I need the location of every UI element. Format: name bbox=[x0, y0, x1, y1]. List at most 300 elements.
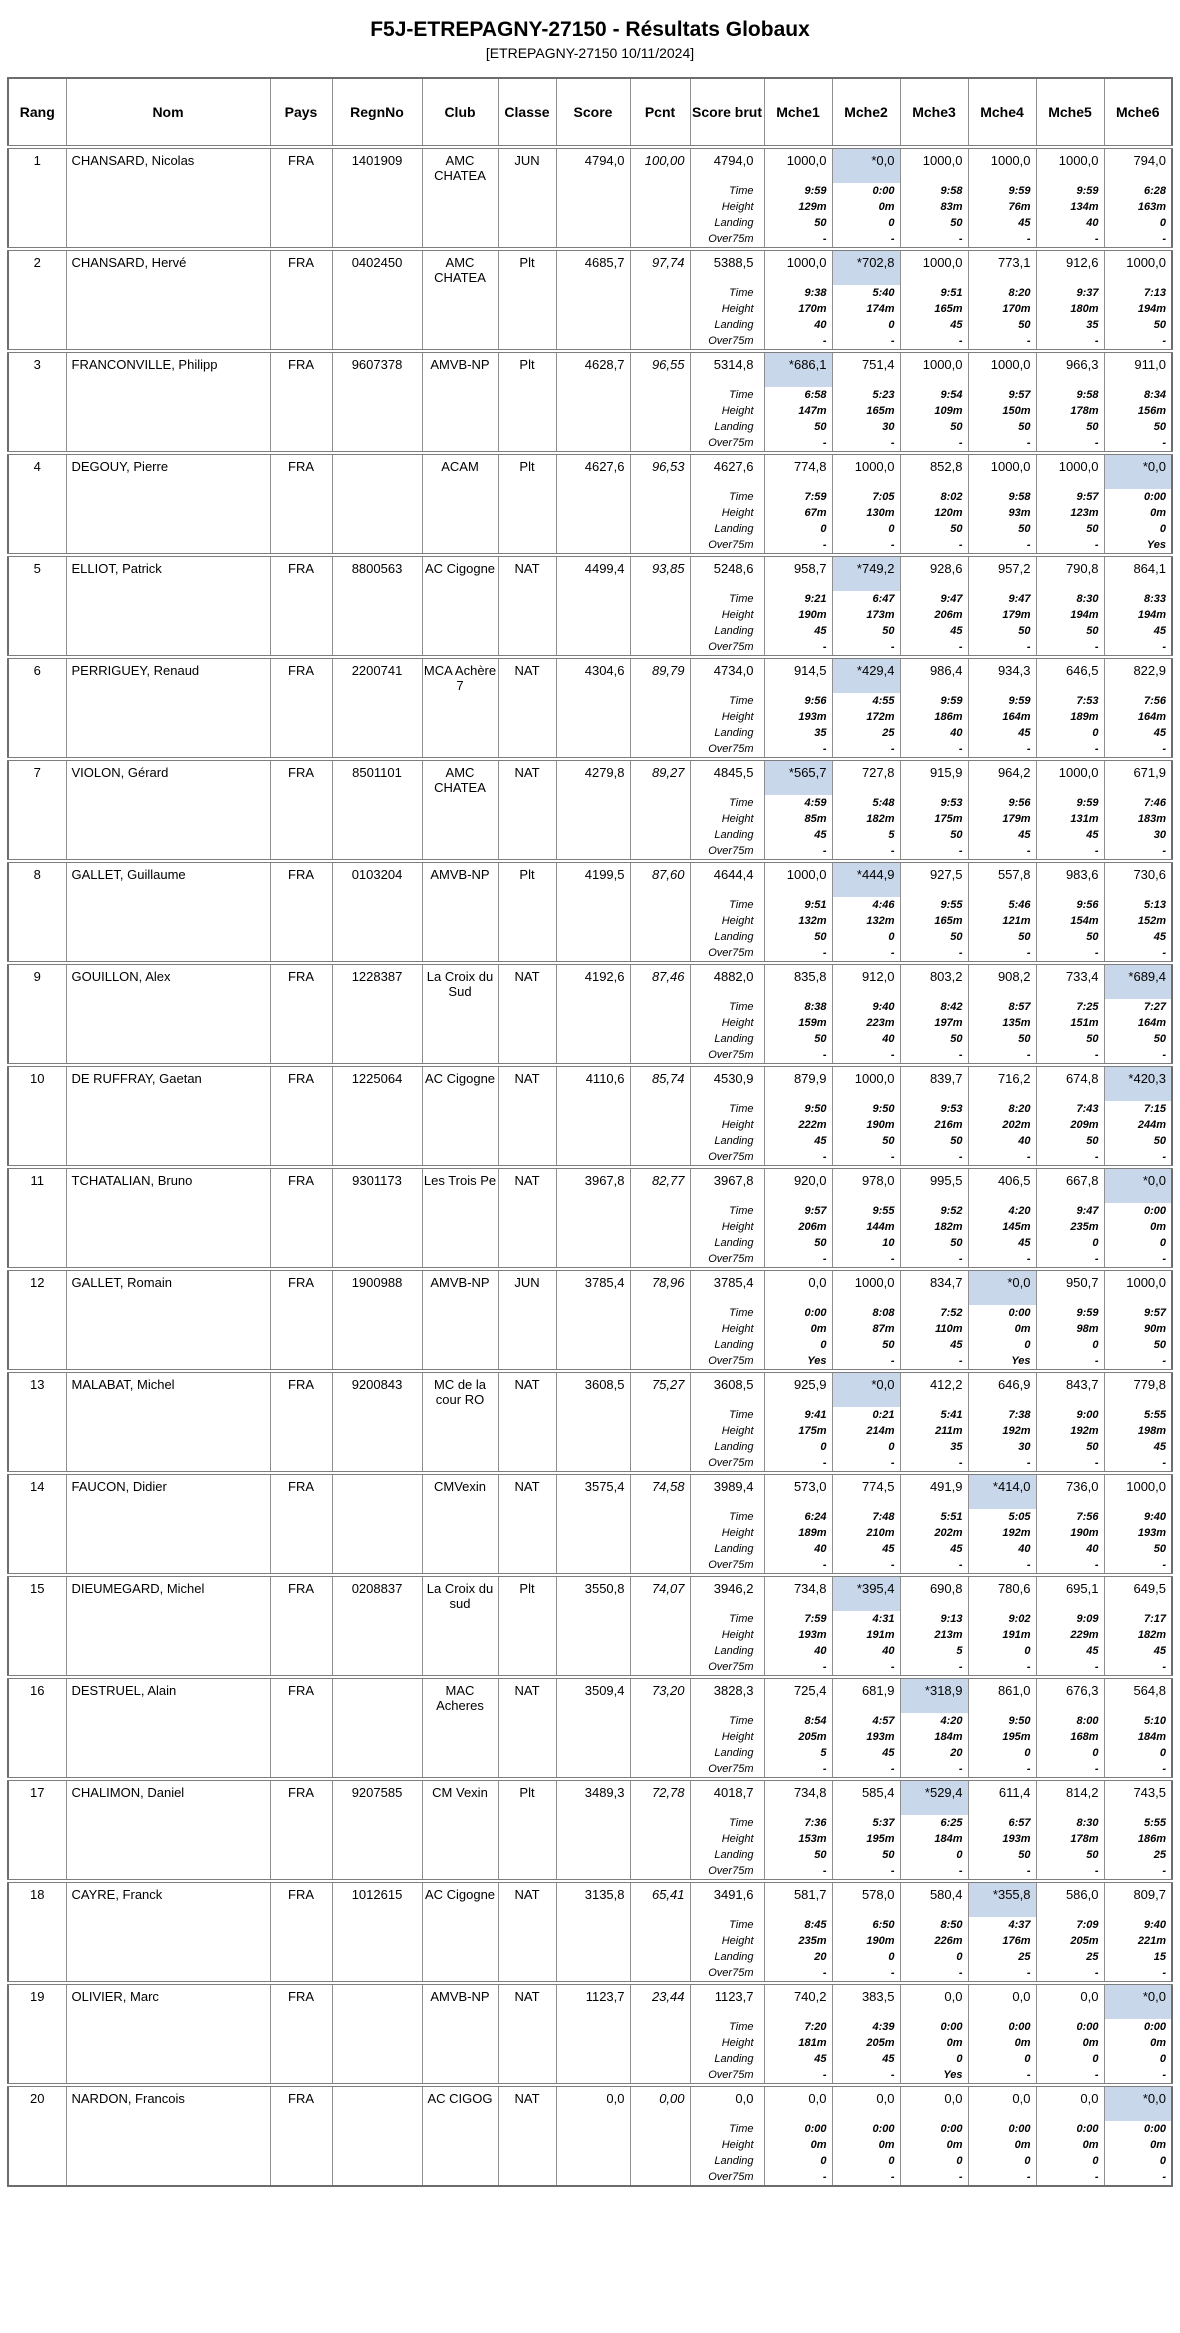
mche4-cell bbox=[968, 759, 1036, 861]
height-value: 0m bbox=[1082, 2139, 1099, 2151]
rank-cell-text: 13 bbox=[30, 1377, 45, 1392]
height-value: 205m bbox=[798, 1731, 827, 1743]
sub-row-label: Height bbox=[721, 711, 754, 723]
match-score-value: 1000,0 bbox=[786, 153, 827, 168]
regnno-cell-text bbox=[333, 455, 422, 489]
over75-value: - bbox=[1162, 641, 1166, 653]
column-header-pcnt: Pcnt bbox=[630, 78, 690, 147]
class-cell-text: JUN bbox=[514, 153, 540, 168]
pcnt-cell-text: 74,07 bbox=[651, 1581, 685, 1596]
score-brut-cell bbox=[690, 453, 764, 555]
time-value: 9:21 bbox=[804, 593, 827, 605]
sub-row-label: Over75m bbox=[708, 233, 754, 245]
sub-row-label: Height bbox=[721, 915, 754, 927]
mche6-cell bbox=[1104, 657, 1172, 759]
club-cell bbox=[422, 249, 498, 351]
landing-value: 0 bbox=[1092, 727, 1099, 739]
regnno-cell-text: 1900988 bbox=[351, 1275, 403, 1290]
score-brut-cell bbox=[690, 1779, 764, 1881]
pcnt-cell-text: 75,27 bbox=[651, 1377, 685, 1392]
landing-value: 0 bbox=[888, 1441, 895, 1453]
rank-cell bbox=[8, 1881, 66, 1983]
mche1-cell bbox=[764, 1677, 832, 1779]
sub-row-label: Over75m bbox=[708, 1355, 754, 1367]
time-value: 9:02 bbox=[1008, 1613, 1031, 1625]
over75-value: - bbox=[822, 539, 827, 551]
class-cell bbox=[498, 1473, 556, 1575]
match-score-value: 908,2 bbox=[997, 969, 1031, 984]
competitor-row bbox=[8, 453, 1172, 555]
landing-value: 0 bbox=[1159, 1747, 1166, 1759]
mche4-cell bbox=[968, 1473, 1036, 1575]
height-value: 0m bbox=[878, 2139, 895, 2151]
over75-value: - bbox=[958, 845, 963, 857]
class-cell bbox=[498, 1677, 556, 1779]
sub-row-label: Landing bbox=[714, 1849, 754, 1861]
mche2-cell bbox=[832, 147, 900, 249]
club-cell-text: AMVB-NP bbox=[430, 867, 490, 882]
height-value: 151m bbox=[1070, 1017, 1099, 1029]
mche5-cell bbox=[1036, 1269, 1104, 1371]
over75-value: - bbox=[1026, 1763, 1031, 1775]
competitor-row bbox=[8, 2085, 1172, 2186]
sub-row-label: Height bbox=[721, 2037, 754, 2049]
time-value: 5:41 bbox=[940, 1409, 963, 1421]
match-score-value: 794,0 bbox=[1133, 153, 1166, 168]
time-value: 6:58 bbox=[804, 389, 827, 401]
score-cell bbox=[556, 1269, 630, 1371]
height-value: 76m bbox=[1008, 201, 1031, 213]
landing-value: 50 bbox=[814, 931, 827, 943]
mche1-cell bbox=[764, 555, 832, 657]
landing-value: 45 bbox=[882, 2053, 895, 2065]
over75-value: - bbox=[890, 2171, 895, 2183]
class-cell-text: NAT bbox=[514, 1989, 540, 2004]
sub-row-label: Over75m bbox=[708, 335, 754, 347]
landing-value: 0 bbox=[888, 217, 895, 229]
dropped-score-value: *429,4 bbox=[833, 659, 900, 693]
rank-cell-text: 6 bbox=[33, 663, 41, 678]
over75-value: - bbox=[1026, 947, 1031, 959]
mche6-cell bbox=[1104, 1269, 1172, 1371]
over75-value: - bbox=[958, 539, 963, 551]
time-value: 6:57 bbox=[1008, 1817, 1031, 1829]
over75-value: - bbox=[822, 1865, 827, 1877]
sub-row-label: Height bbox=[721, 2139, 754, 2151]
time-value: 0:00 bbox=[804, 2123, 827, 2135]
pcnt-cell-text: 74,58 bbox=[651, 1479, 685, 1494]
height-value: 184m bbox=[934, 1731, 963, 1743]
time-value: 0:00 bbox=[1008, 2021, 1031, 2033]
sub-row-label: Time bbox=[729, 287, 754, 299]
class-cell bbox=[498, 759, 556, 861]
class-cell-text: NAT bbox=[514, 561, 540, 576]
time-value: 9:59 bbox=[940, 695, 963, 707]
match-score-value: 740,2 bbox=[793, 1989, 827, 2004]
landing-value: 0 bbox=[956, 1951, 963, 1963]
club-cell-text: Les Trois Pe bbox=[423, 1173, 497, 1188]
height-value: 120m bbox=[934, 507, 963, 519]
over75-value: - bbox=[958, 743, 963, 755]
height-value: 205m bbox=[866, 2037, 895, 2049]
time-value: 9:57 bbox=[1076, 491, 1099, 503]
over75-value: - bbox=[1026, 1151, 1031, 1163]
landing-value: 50 bbox=[1086, 1135, 1099, 1147]
mche3-cell bbox=[900, 555, 968, 657]
over75-value: - bbox=[822, 1661, 827, 1673]
score-brut-value: 4627,6 bbox=[713, 459, 754, 474]
time-value: 4:59 bbox=[804, 797, 827, 809]
landing-value: 50 bbox=[1153, 1339, 1166, 1351]
mche2-cell bbox=[832, 1473, 900, 1575]
height-value: 209m bbox=[1070, 1119, 1099, 1131]
pcnt-cell-text: 0,00 bbox=[659, 2091, 685, 2106]
time-value: 6:24 bbox=[804, 1511, 827, 1523]
mche2-cell bbox=[832, 1167, 900, 1269]
score-cell bbox=[556, 657, 630, 759]
landing-value: 50 bbox=[1086, 421, 1099, 433]
rank-cell-text: 2 bbox=[33, 255, 41, 270]
score-brut-value: 3828,3 bbox=[713, 1683, 754, 1698]
country-cell bbox=[270, 861, 332, 963]
regnno-cell bbox=[332, 1065, 422, 1167]
regnno-cell-text: 1228387 bbox=[351, 969, 403, 984]
match-score-value: 1000,0 bbox=[1126, 1275, 1166, 1290]
class-cell-text: JUN bbox=[514, 1275, 540, 1290]
over75-value: - bbox=[1026, 743, 1031, 755]
country-cell-text: FRA bbox=[288, 867, 314, 882]
rank-cell bbox=[8, 453, 66, 555]
over75-value: - bbox=[1162, 437, 1166, 449]
regnno-cell-text bbox=[333, 1475, 422, 1509]
match-score-value: 0,0 bbox=[1080, 2091, 1099, 2106]
time-value: 4:55 bbox=[872, 695, 895, 707]
rank-cell bbox=[8, 1065, 66, 1167]
club-cell-text: AMC CHATEA bbox=[434, 765, 486, 795]
height-value: 165m bbox=[866, 405, 895, 417]
height-value: 87m bbox=[872, 1323, 895, 1335]
landing-value: 50 bbox=[1086, 931, 1099, 943]
regnno-cell-text: 9207585 bbox=[351, 1785, 403, 1800]
dropped-score-value: *689,4 bbox=[1105, 965, 1172, 999]
competitor-row bbox=[8, 657, 1172, 759]
over75-value: - bbox=[822, 743, 827, 755]
name-cell-text: VIOLON, Gérard bbox=[71, 765, 169, 780]
time-value: 4:20 bbox=[940, 1715, 963, 1727]
mche3-cell bbox=[900, 1167, 968, 1269]
regnno-cell bbox=[332, 1167, 422, 1269]
height-value: 223m bbox=[866, 1017, 895, 1029]
landing-value: 30 bbox=[882, 421, 895, 433]
rank-cell-text: 11 bbox=[30, 1173, 44, 1188]
match-score-value: 725,4 bbox=[793, 1683, 827, 1698]
match-score-value: 839,7 bbox=[929, 1071, 963, 1086]
mche6-cell bbox=[1104, 2085, 1172, 2186]
mche5-cell bbox=[1036, 1779, 1104, 1881]
time-value: 9:53 bbox=[940, 797, 963, 809]
class-cell bbox=[498, 351, 556, 453]
landing-value: 50 bbox=[1018, 523, 1031, 535]
rank-cell bbox=[8, 657, 66, 759]
rank-cell bbox=[8, 1269, 66, 1371]
sub-row-label: Height bbox=[721, 1221, 754, 1233]
landing-value: 50 bbox=[950, 1237, 963, 1249]
time-value: 9:59 bbox=[1076, 797, 1099, 809]
column-header-pays: Pays bbox=[270, 78, 332, 147]
over75-value: - bbox=[890, 2069, 895, 2081]
over75-value: - bbox=[1094, 2069, 1099, 2081]
mche2-cell bbox=[832, 1779, 900, 1881]
over75-value: - bbox=[1094, 1457, 1099, 1469]
match-score-value: 780,6 bbox=[997, 1581, 1031, 1596]
dropped-score-value: *0,0 bbox=[1105, 1169, 1172, 1203]
mche3-cell bbox=[900, 2085, 968, 2186]
over75-value: Yes bbox=[1011, 1355, 1031, 1367]
height-value: 135m bbox=[1002, 1017, 1031, 1029]
landing-value: 45 bbox=[1153, 1645, 1166, 1657]
height-value: 193m bbox=[1137, 1527, 1166, 1539]
landing-value: 20 bbox=[950, 1747, 963, 1759]
sub-row-label: Landing bbox=[714, 319, 754, 331]
match-score-value: 1000,0 bbox=[922, 153, 963, 168]
mche4-cell bbox=[968, 1269, 1036, 1371]
match-score-value: 412,2 bbox=[929, 1377, 963, 1392]
over75-value: - bbox=[958, 1865, 963, 1877]
pcnt-cell bbox=[630, 1167, 690, 1269]
height-value: 130m bbox=[866, 507, 895, 519]
landing-value: 50 bbox=[950, 421, 963, 433]
column-header-mche3: Mche3 bbox=[900, 78, 968, 147]
height-value: 90m bbox=[1143, 1323, 1166, 1335]
landing-value: 50 bbox=[950, 931, 963, 943]
time-value: 7:48 bbox=[872, 1511, 895, 1523]
landing-value: 50 bbox=[950, 523, 963, 535]
regnno-cell bbox=[332, 1881, 422, 1983]
name-cell-text: FAUCON, Didier bbox=[71, 1479, 167, 1494]
sub-row-label: Time bbox=[729, 695, 754, 707]
over75-value: - bbox=[1094, 1253, 1099, 1265]
time-value: 7:17 bbox=[1143, 1613, 1166, 1625]
rank-cell-text: 1 bbox=[33, 153, 41, 168]
over75-value: - bbox=[1026, 1253, 1031, 1265]
height-value: 176m bbox=[1002, 1935, 1031, 1947]
club-cell-text: La Croix du sud bbox=[426, 1581, 494, 1611]
results-table bbox=[7, 77, 1173, 2187]
country-cell-text: FRA bbox=[288, 1887, 314, 1902]
over75-value: - bbox=[1026, 641, 1031, 653]
time-value: 9:37 bbox=[1076, 287, 1099, 299]
match-score-value: 1000,0 bbox=[1126, 255, 1166, 270]
sub-row-label: Landing bbox=[714, 1645, 754, 1657]
mche2-cell bbox=[832, 861, 900, 963]
landing-value: 45 bbox=[1086, 829, 1099, 841]
time-value: 7:25 bbox=[1076, 1001, 1099, 1013]
landing-value: 0 bbox=[956, 1849, 963, 1861]
dropped-score-value: *565,7 bbox=[765, 761, 832, 795]
match-score-value: 581,7 bbox=[793, 1887, 827, 1902]
height-value: 183m bbox=[1137, 813, 1166, 825]
country-cell-text: FRA bbox=[288, 255, 314, 270]
over75-value: - bbox=[958, 1457, 963, 1469]
mche4-cell bbox=[968, 1065, 1036, 1167]
over75-value: - bbox=[890, 1049, 895, 1061]
over75-value: - bbox=[1094, 1967, 1099, 1979]
name-cell bbox=[66, 963, 270, 1065]
class-cell bbox=[498, 555, 556, 657]
time-value: 9:59 bbox=[1076, 1307, 1099, 1319]
height-value: 0m bbox=[1150, 2139, 1166, 2151]
club-cell-text: CM Vexin bbox=[432, 1785, 488, 1800]
over75-value: - bbox=[958, 1967, 963, 1979]
height-value: 109m bbox=[934, 405, 963, 417]
time-value: 6:28 bbox=[1143, 185, 1166, 197]
mche3-cell bbox=[900, 1983, 968, 2085]
score-cell-text: 3608,5 bbox=[584, 1377, 625, 1392]
height-value: 0m bbox=[1014, 2139, 1031, 2151]
match-score-value: 671,9 bbox=[1133, 765, 1166, 780]
match-score-value: 690,8 bbox=[929, 1581, 963, 1596]
rank-cell-text: 14 bbox=[30, 1479, 45, 1494]
regnno-cell bbox=[332, 861, 422, 963]
over75-value: - bbox=[1162, 2171, 1166, 2183]
mche6-cell bbox=[1104, 351, 1172, 453]
landing-value: 0 bbox=[1024, 1339, 1031, 1351]
match-score-value: 716,2 bbox=[997, 1071, 1031, 1086]
regnno-cell-text: 9607378 bbox=[351, 357, 403, 372]
score-brut-cell bbox=[690, 861, 764, 963]
match-score-value: 611,4 bbox=[998, 1785, 1031, 1800]
rank-cell bbox=[8, 2085, 66, 2186]
height-value: 0m bbox=[878, 201, 895, 213]
mche3-cell bbox=[900, 861, 968, 963]
score-brut-cell bbox=[690, 1575, 764, 1677]
height-value: 170m bbox=[798, 303, 827, 315]
over75-value: - bbox=[1094, 1151, 1099, 1163]
height-value: 180m bbox=[1070, 303, 1099, 315]
mche5-cell bbox=[1036, 249, 1104, 351]
mche1-cell bbox=[764, 2085, 832, 2186]
rank-cell bbox=[8, 1779, 66, 1881]
mche5-cell bbox=[1036, 1575, 1104, 1677]
over75-value: - bbox=[822, 947, 827, 959]
country-cell bbox=[270, 1065, 332, 1167]
sub-row-label: Time bbox=[729, 1205, 754, 1217]
landing-value: 0 bbox=[1092, 1237, 1099, 1249]
time-value: 0:00 bbox=[1076, 2123, 1099, 2135]
country-cell bbox=[270, 1983, 332, 2085]
mche1-cell bbox=[764, 963, 832, 1065]
over75-value: - bbox=[1026, 1559, 1031, 1571]
mche2-cell bbox=[832, 555, 900, 657]
dropped-score-value: *0,0 bbox=[1105, 455, 1172, 489]
regnno-cell-text: 0402450 bbox=[351, 255, 403, 270]
score-brut-cell bbox=[690, 2085, 764, 2186]
time-value: 0:00 bbox=[1143, 2123, 1166, 2135]
over75-value: Yes bbox=[943, 2069, 963, 2081]
score-cell-text: 4199,5 bbox=[584, 867, 625, 882]
country-cell bbox=[270, 555, 332, 657]
landing-value: 50 bbox=[814, 421, 827, 433]
time-value: 8:30 bbox=[1076, 593, 1099, 605]
pcnt-cell-text: 93,85 bbox=[651, 561, 685, 576]
time-value: 5:10 bbox=[1143, 1715, 1166, 1727]
time-value: 8:50 bbox=[940, 1919, 963, 1931]
mche6-cell bbox=[1104, 1677, 1172, 1779]
score-cell-text: 3967,8 bbox=[584, 1173, 625, 1188]
over75-value: - bbox=[1162, 233, 1166, 245]
score-brut-cell bbox=[690, 555, 764, 657]
score-cell bbox=[556, 1779, 630, 1881]
country-cell-text: FRA bbox=[288, 1275, 314, 1290]
mche5-cell bbox=[1036, 963, 1104, 1065]
score-brut-cell bbox=[690, 657, 764, 759]
height-value: 178m bbox=[1070, 1833, 1099, 1845]
height-value: 132m bbox=[866, 915, 895, 927]
competitor-row bbox=[8, 1167, 1172, 1269]
country-cell-text: FRA bbox=[288, 1683, 314, 1698]
over75-value: - bbox=[890, 1355, 895, 1367]
score-cell-text: 0,0 bbox=[606, 2091, 625, 2106]
class-cell bbox=[498, 1983, 556, 2085]
regnno-cell bbox=[332, 759, 422, 861]
name-cell-text: TCHATALIAN, Bruno bbox=[71, 1173, 193, 1188]
mche1-cell bbox=[764, 1269, 832, 1371]
mche3-cell bbox=[900, 963, 968, 1065]
height-value: 192m bbox=[1002, 1425, 1031, 1437]
height-value: 213m bbox=[934, 1629, 963, 1641]
over75-value: - bbox=[890, 539, 895, 551]
club-cell-text: AC Cigogne bbox=[424, 1887, 496, 1902]
landing-value: 5 bbox=[820, 1747, 827, 1759]
country-cell bbox=[270, 1473, 332, 1575]
sub-row-label: Time bbox=[729, 1817, 754, 1829]
landing-value: 0 bbox=[888, 319, 895, 331]
score-brut-cell bbox=[690, 1371, 764, 1473]
pcnt-cell bbox=[630, 2085, 690, 2186]
class-cell-text: NAT bbox=[514, 1173, 540, 1188]
column-header-mche2: Mche2 bbox=[832, 78, 900, 147]
over75-value: - bbox=[822, 845, 827, 857]
dropped-score-value: *355,8 bbox=[969, 1883, 1036, 1917]
score-cell bbox=[556, 147, 630, 249]
score-cell bbox=[556, 1677, 630, 1779]
class-cell-text: NAT bbox=[514, 1479, 540, 1494]
mche3-cell bbox=[900, 1371, 968, 1473]
pcnt-cell-text: 97,74 bbox=[651, 255, 685, 270]
landing-value: 50 bbox=[1018, 625, 1031, 637]
column-header-mche1: Mche1 bbox=[764, 78, 832, 147]
height-value: 190m bbox=[866, 1119, 895, 1131]
mche6-cell bbox=[1104, 1473, 1172, 1575]
time-value: 9:59 bbox=[1076, 185, 1099, 197]
sub-row-label: Landing bbox=[714, 523, 754, 535]
height-value: 0m bbox=[946, 2037, 963, 2049]
landing-value: 25 bbox=[1086, 1951, 1099, 1963]
pcnt-cell bbox=[630, 861, 690, 963]
name-cell bbox=[66, 1575, 270, 1677]
landing-value: 20 bbox=[814, 1951, 827, 1963]
mche5-cell bbox=[1036, 1473, 1104, 1575]
mche6-cell bbox=[1104, 1575, 1172, 1677]
sub-row-label: Over75m bbox=[708, 2171, 754, 2183]
pcnt-cell-text: 72,78 bbox=[651, 1785, 685, 1800]
height-value: 159m bbox=[798, 1017, 827, 1029]
regnno-cell bbox=[332, 2085, 422, 2186]
score-cell-text: 4304,6 bbox=[584, 663, 625, 678]
sub-row-label: Over75m bbox=[708, 947, 754, 959]
class-cell-text: NAT bbox=[514, 969, 540, 984]
over75-value: - bbox=[822, 1457, 827, 1469]
